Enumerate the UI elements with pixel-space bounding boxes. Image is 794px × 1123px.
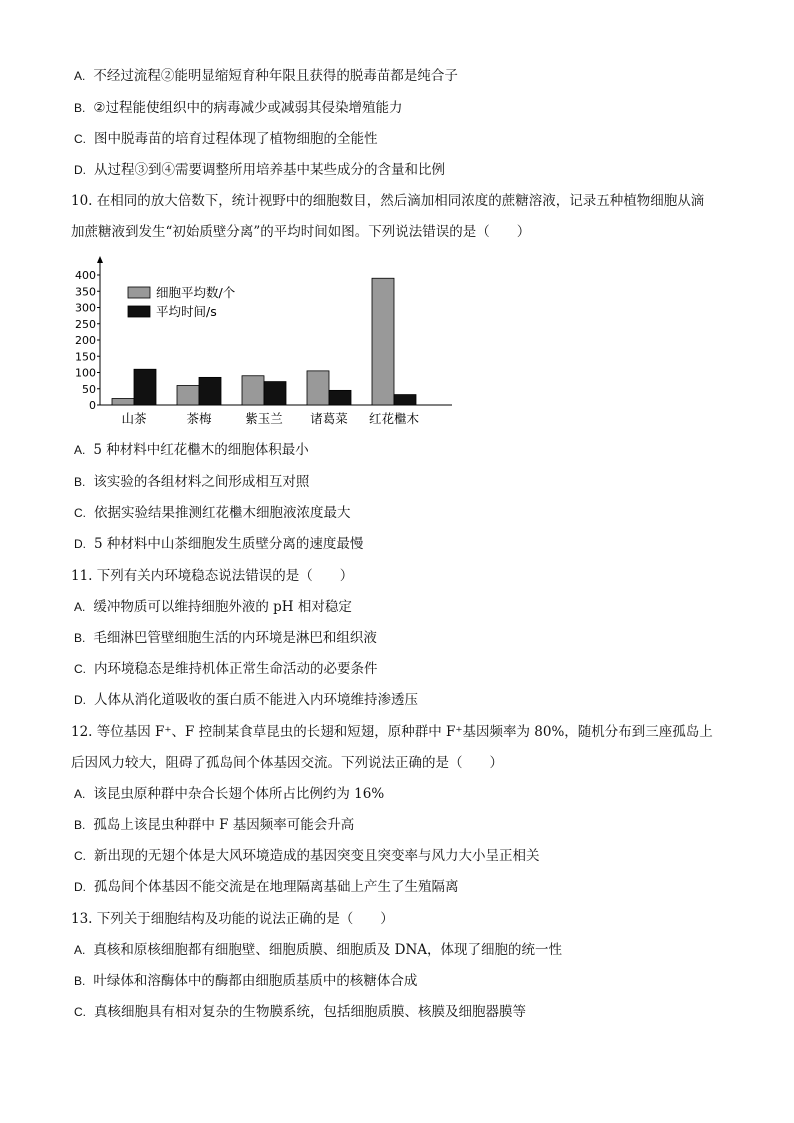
option-line xyxy=(74,160,445,180)
question-line xyxy=(71,909,394,929)
option-letter: B. xyxy=(74,818,86,832)
option-line xyxy=(74,534,363,554)
option-letter: A. xyxy=(74,600,86,614)
line-text: 图中脱毒苗的培育过程体现了植物细胞的全能性 xyxy=(94,131,378,147)
line-text: 11. 下列有关内环境稳态说法错误的是（ ） xyxy=(71,568,354,584)
line-text: 12. 等位基因 F⁺、F 控制某食草昆虫的长翅和短翅，原种群中 F⁺基因频率为 80%，随机分布到三座孤岛上 xyxy=(71,724,713,740)
option-letter: A. xyxy=(74,443,86,457)
line-text: 孤岛间个体基因不能交流是在地理隔离基础上产生了生殖隔离 xyxy=(94,879,459,895)
x-tick-label: 山茶 xyxy=(121,411,147,426)
line-text: 5 种材料中山茶细胞发生质壁分离的速度最慢 xyxy=(94,536,364,552)
option-line xyxy=(74,440,309,460)
line-text: 缓冲物质可以维持细胞外液的 pH 相对稳定 xyxy=(93,599,352,615)
x-tick-label: 诸葛菜 xyxy=(310,411,348,426)
option-letter: C. xyxy=(74,662,86,676)
option-line xyxy=(74,690,418,710)
line-text: 毛细淋巴管壁细胞生活的内环境是淋巴和组织液 xyxy=(93,630,377,646)
y-tick-label: 350 xyxy=(75,285,96,299)
line-text: 孤岛上该昆虫种群中 F 基因频率可能会升高 xyxy=(93,817,355,833)
option-line xyxy=(74,784,384,804)
option-letter: D. xyxy=(74,163,86,177)
option-line xyxy=(74,1002,526,1022)
option-letter: A. xyxy=(74,69,86,83)
line-text: 新出现的无翅个体是大风环境造成的基因突变且突变率与风力大小呈正相关 xyxy=(94,848,540,864)
option-line xyxy=(74,971,417,991)
option-letter: C. xyxy=(74,506,86,520)
line-text: 内环境稳态是维持机体正常生命活动的必要条件 xyxy=(94,661,378,677)
option-letter: C. xyxy=(74,132,86,146)
option-line xyxy=(74,597,352,617)
x-tick-label: 紫玉兰 xyxy=(245,411,283,426)
y-tick-label: 0 xyxy=(89,399,96,412)
x-tick-label: 茶梅 xyxy=(186,411,212,426)
option-line xyxy=(74,503,351,523)
y-tick-label: 200 xyxy=(75,334,96,347)
y-tick-label: 100 xyxy=(75,366,96,380)
option-line xyxy=(74,940,562,960)
question-line xyxy=(71,191,704,211)
y-tick-label: 400 xyxy=(75,269,96,282)
bar-cell-count xyxy=(307,371,329,405)
bar-chart xyxy=(60,255,460,435)
bar-cell-count xyxy=(242,376,264,405)
option-letter: A. xyxy=(74,943,86,957)
option-letter: C. xyxy=(74,849,86,863)
option-letter: D. xyxy=(74,880,86,894)
line-text: ②过程能使组织中的病毒减少或减弱其侵染增殖能力 xyxy=(93,100,403,116)
line-text: 13. 下列关于细胞结构及功能的说法正确的是（ ） xyxy=(71,911,394,927)
option-letter: D. xyxy=(74,693,86,707)
bar-cell-count xyxy=(372,278,394,405)
legend-swatch xyxy=(128,287,150,298)
option-letter: C. xyxy=(74,1005,86,1019)
line-text: 该昆虫原种群中杂合长翅个体所占比例约为 16% xyxy=(93,786,385,802)
question-line xyxy=(71,222,530,242)
line-text: 后因风力较大，阻碍了孤岛间个体基因交流。下列说法正确的是（ ） xyxy=(71,755,503,771)
option-line xyxy=(74,129,378,149)
line-text: 5 种材料中红花檵木的细胞体积最小 xyxy=(93,442,309,458)
line-text: 依据实验结果推测红花檵木细胞液浓度最大 xyxy=(94,505,351,521)
bar-cell-count xyxy=(177,386,199,406)
option-letter: B. xyxy=(74,101,86,115)
line-text: 不经过流程②能明显缩短育种年限且获得的脱毒苗都是纯合子 xyxy=(93,68,458,84)
line-text: 真核细胞具有相对复杂的生物膜系统，包括细胞质膜、核膜及细胞器膜等 xyxy=(94,1004,526,1020)
option-line xyxy=(74,815,354,835)
option-line xyxy=(74,846,540,866)
option-letter: D. xyxy=(74,537,86,551)
option-letter: B. xyxy=(74,475,86,489)
option-line xyxy=(74,628,377,648)
y-tick-label: 50 xyxy=(82,382,96,396)
bar-avg-time xyxy=(134,369,156,405)
line-text: 该实验的各组材料之间形成相互对照 xyxy=(93,474,310,490)
bar-cell-count xyxy=(112,399,134,406)
option-letter: B. xyxy=(74,631,86,645)
y-tick-label: 150 xyxy=(75,350,96,364)
line-text: 从过程③到④需要调整所用培养基中某些成分的含量和比例 xyxy=(94,162,445,178)
line-text: 10. 在相同的放大倍数下，统计视野中的细胞数目，然后滴加相同浓度的蔗糖溶液，记录五种植物细胞从滴 xyxy=(71,193,705,209)
question-line xyxy=(71,566,353,586)
y-axis-arrow xyxy=(97,256,103,263)
option-line xyxy=(74,472,309,492)
option-letter: A. xyxy=(74,787,86,801)
legend-label: 平均时间/s xyxy=(156,304,217,319)
legend-label: 细胞平均数/个 xyxy=(156,285,236,300)
line-text: 叶绿体和溶酶体中的酶都由细胞质基质中的核糖体合成 xyxy=(93,973,418,989)
legend-swatch xyxy=(128,306,150,317)
line-text: 真核和原核细胞都有细胞壁、细胞质膜、细胞质及 DNA，体现了细胞的统一性 xyxy=(93,942,563,958)
question-line xyxy=(71,753,503,773)
line-text: 加蔗糖液到发生“初始质壁分离”的平均时间如图。下列说法错误的是（ ） xyxy=(71,224,531,240)
option-line xyxy=(74,659,378,679)
option-letter: B. xyxy=(74,974,86,988)
option-line xyxy=(74,877,459,897)
option-line xyxy=(74,66,458,86)
bar-avg-time xyxy=(264,382,286,405)
y-tick-label: 250 xyxy=(75,317,96,331)
bar-avg-time xyxy=(329,390,351,405)
bar-avg-time xyxy=(199,377,221,405)
option-line xyxy=(74,98,402,118)
y-tick-label: 300 xyxy=(75,301,96,315)
bar-avg-time xyxy=(394,395,416,405)
x-tick-label: 红花檵木 xyxy=(368,411,420,426)
question-line xyxy=(71,722,713,742)
line-text: 人体从消化道吸收的蛋白质不能进入内环境维持渗透压 xyxy=(94,692,418,708)
